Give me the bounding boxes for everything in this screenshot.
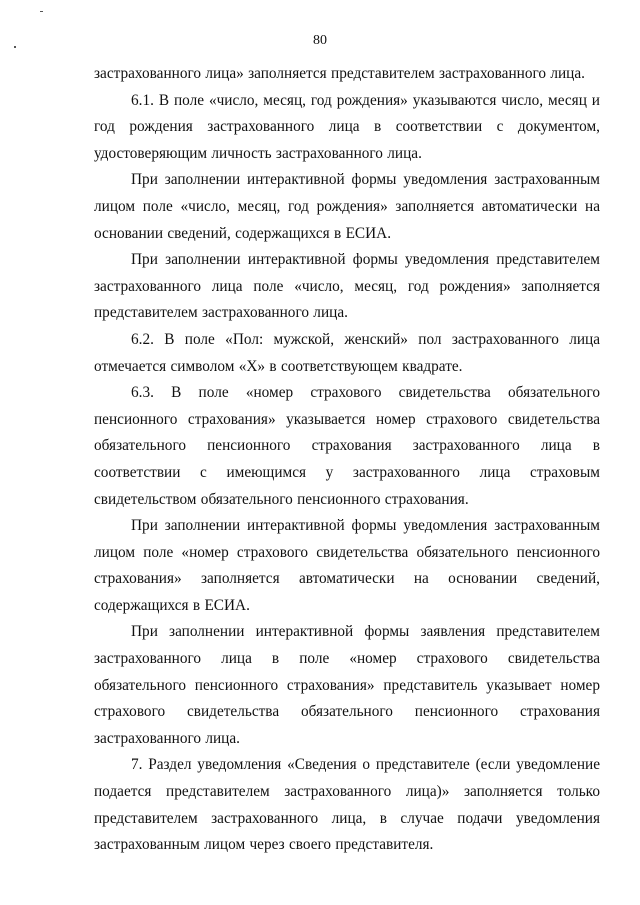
paragraph-6-3-insured-person: При заполнении интерактивной формы уведомления застрахованным лицом поле «номер страхового свидетельства обязательного пенсионного страхования» заполняется автоматически на основании сведений, содержащихся в ЕСИА. [94, 517, 600, 614]
document-body [94, 61, 600, 859]
paragraph-6-3-representative: При заполнении интерактивной формы заявления представителем застрахованного лица в поле «номер страхового свидетельства обязательного пенсионного страхования» представитель указывает номер страхового свидетельства обязательного пенсионного страхования застрахованного лица. [94, 623, 600, 747]
paragraph-7: 7. Раздел уведомления «Сведения о представителе (если уведомление подается представителем застрахованного лица)» заполняется только представителем застрахованного лица, в случае подачи уведомления застрахованным лицом через своего представителя. [94, 756, 600, 854]
paragraph-6-2: 6.2. В поле «Пол: мужской, женский» пол застрахованного лица отмечается символом «Х» в соответствующем квадрате. [94, 330, 600, 375]
paragraph-6-1: 6.1. В поле «число, месяц, год рождения» указываются число, месяц и год рождения застрахованного лица в соответствии с документом, удостоверяющим личность застрахованного лица. [94, 91, 600, 162]
paragraph-continuation: застрахованного лица» заполняется представителем застрахованного лица. [94, 65, 585, 82]
paragraph-6-1-insured-person: При заполнении интерактивной формы уведомления застрахованным лицом поле «число, месяц, год рождения» заполняется автоматически на основании сведений, содержащихся в ЕСИА. [94, 171, 600, 242]
scan-speck [40, 11, 43, 12]
paragraph-6-1-representative: При заполнении интерактивной формы уведомления представителем застрахованного лица поле «число, месяц, год рождения» заполняется представителем застрахованного лица. [94, 251, 600, 322]
page-number: 80 [313, 33, 327, 48]
paragraph-6-3: 6.3. В поле «номер страхового свидетельства обязательного пенсионного страхования» указывается номер страхового свидетельства обязательного пенсионного страхования застрахованного лица в соответствии с имеющимся у застрахованного лица страховым свидетельством обязательного пенсионного страхования. [94, 384, 600, 508]
